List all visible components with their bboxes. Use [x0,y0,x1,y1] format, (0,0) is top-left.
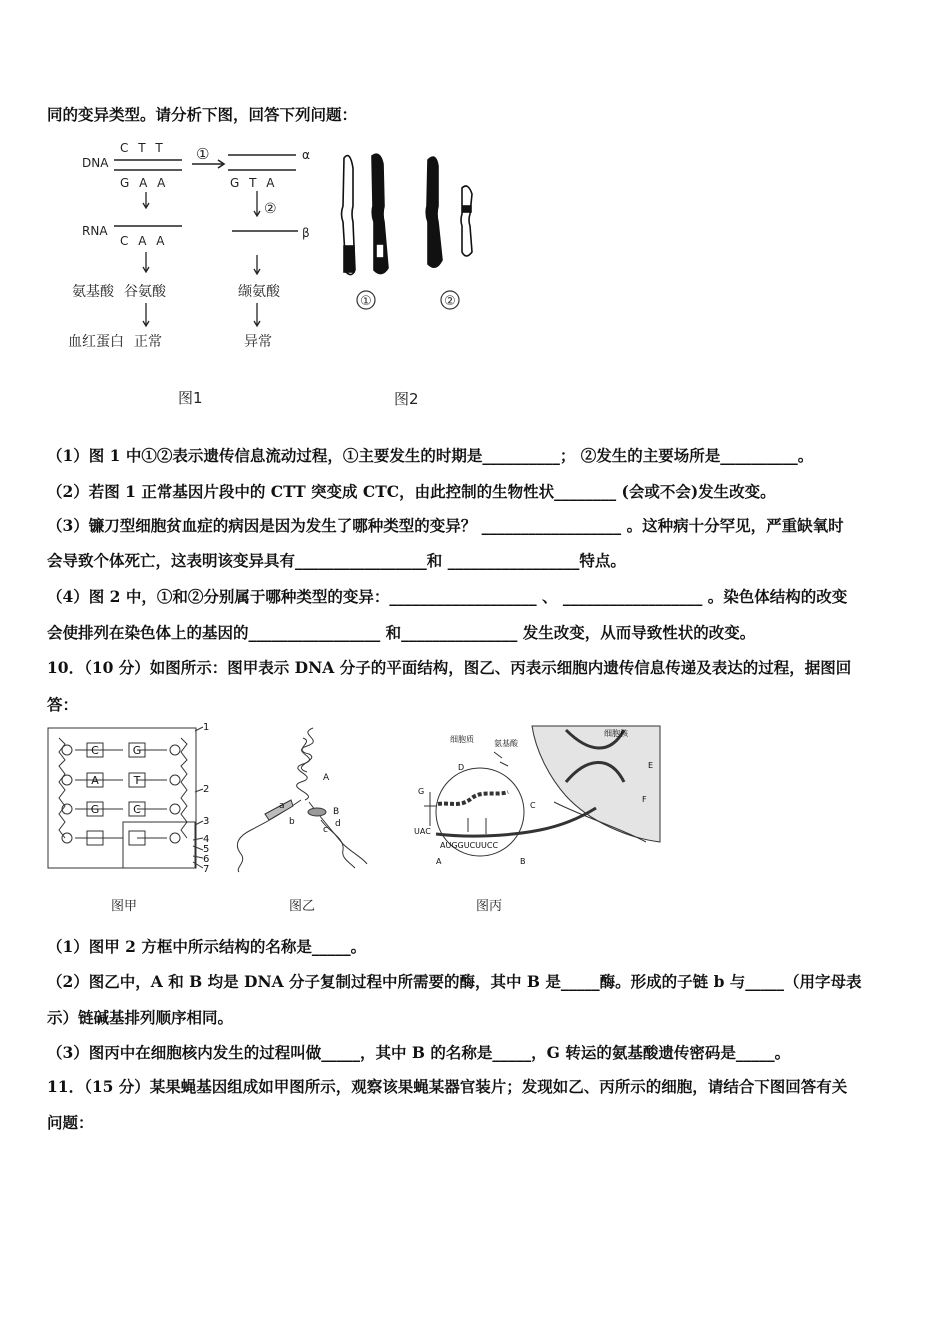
jia-num-3: 3 [203,816,210,827]
fig1-aa-mut: 缬氨酸 [238,284,280,300]
figure-jia-dna [45,722,210,917]
fig1-result-mut: 异常 [244,334,272,350]
yi-label-d: d [335,819,341,829]
q10-part3: （3）图丙中在细胞核内发生的过程叫做_____，其中 B 的名称是_____，G 转运的氨基酸遗传密码是_____。 [47,1043,791,1062]
jia-num-5: 5 [203,844,210,855]
fig1-dna-bottom: G A A [120,176,169,190]
jia-base-right-3: C [133,803,141,816]
fig1-mut-bottom: G T A [230,176,278,190]
yi-label-B: B [333,807,340,817]
fig-bing-caption: 图丙 [476,899,503,914]
bing-letter-E: E [648,761,654,770]
q11-heading-a: 11．（15 分）某果蝇基因组成如甲图所示，观察该果蝇某器官装片；发现如乙、丙所示的细胞，请结合下图回答有关 [47,1077,848,1096]
bing-anticodon: UAC [414,827,431,836]
jia-base-right-2: T [133,774,141,787]
fig1-rna-seq: C A A [120,234,168,248]
fig1-aa-label: 氨基酸 [72,284,114,300]
jia-num-7: 7 [203,864,210,875]
q11-heading-b: 问题： [47,1113,94,1132]
fig1-dna-label: DNA [82,156,109,170]
fig1-beta: β [302,226,310,240]
bing-aa: 氨基酸 [494,739,518,748]
jia-num-2: 2 [203,784,210,795]
fig1-step2: ② [264,201,277,217]
q9-part1: （1）图 1 中①②表示遗传信息流动过程，①主要发生的时期是__________； ②发生的主要场所是__________。 [47,446,814,465]
intro-text: 同的变异类型。请分析下图，回答下列问题： [47,105,358,124]
bing-letter-A: A [436,857,442,866]
q10-part2a: （2）图乙中，A 和 B 均是 DNA 分子复制过程中所需要的酶，其中 B 是_____酶。形成的子链 b 与_____（用字母表 [47,972,862,991]
q9-part3a: （3）镰刀型细胞贫血症的病因是因为发生了哪种类型的变异？ __________________ 。这种病十分罕见，严重缺氧时 [47,516,844,535]
jia-base-left-2: A [91,774,99,787]
fig1-step1: ① [196,145,210,163]
fig2-label-1: ① [360,294,372,309]
fig-yi-caption: 图乙 [289,899,316,914]
fig1-dna-top: C T T [120,141,166,155]
fig2-caption: 图2 [394,390,419,408]
yi-label-c: c [323,825,328,835]
q10-part2b: 示）链碱基排列顺序相同。 [47,1008,234,1027]
bing-letter-G: G [418,787,425,796]
fig-jia-caption: 图甲 [111,899,138,914]
figure-bing-translation [410,722,665,917]
q10-heading-a: 10．（10 分）如图所示：图甲表示 DNA 分子的平面结构，图乙、丙表示细胞内遗传信息传递及表达的过程，据图回 [47,658,852,677]
q10-heading-b: 答： [47,695,79,714]
fig1-hb-label: 血红蛋白 [68,334,124,350]
jia-num-6: 6 [203,854,210,865]
bing-cytoplasm: 细胞质 [450,735,474,744]
q9-part2: （2）若图 1 正常基因片段中的 CTT 突变成 CTC，由此控制的生物性状________ (会或不会)发生改变。 [47,482,776,501]
yi-label-a: a [279,801,285,811]
q9-part4b: 会使排列在染色体上的基因的_________________ 和_______________ 发生改变，从而导致性状的改变。 [47,623,756,642]
fig1-rna-label: RNA [82,224,108,238]
fig1-result-normal: 正常 [134,334,162,350]
jia-base-right-1: G [132,744,142,757]
yi-label-A: A [323,773,330,783]
figure-2-chromosomes [330,148,500,413]
jia-num-4: 4 [203,834,210,845]
figure-yi-replication [225,722,375,917]
jia-base-left-3: G [90,803,100,816]
q10-part1: （1）图甲 2 方框中所示结构的名称是_____。 [47,937,367,956]
bing-letter-C: C [530,801,536,810]
figure-1-diagram [62,135,332,415]
q9-part3b: 会导致个体死亡，这表明该变异具有_________________和 _________________特点。 [47,551,626,570]
bing-letter-B: B [520,857,526,866]
fig1-aa-normal: 谷氨酸 [124,284,166,300]
fig2-label-2: ② [444,294,456,309]
jia-base-left-1: C [91,744,99,757]
fig1-caption: 图1 [178,389,203,407]
bing-letter-D: D [458,763,465,772]
yi-label-b: b [289,817,295,827]
bing-letter-F: F [642,795,647,804]
q9-part4a: （4）图 2 中，①和②分别属于哪种类型的变异：___________________ 、 __________________ 。染色体结构的改变 [47,587,848,606]
fig1-alpha: α [302,148,310,162]
bing-mrna: AUGGUCUUCC [440,841,499,850]
jia-num-1: 1 [203,722,210,733]
bing-nucleus: 细胞核 [604,729,628,738]
